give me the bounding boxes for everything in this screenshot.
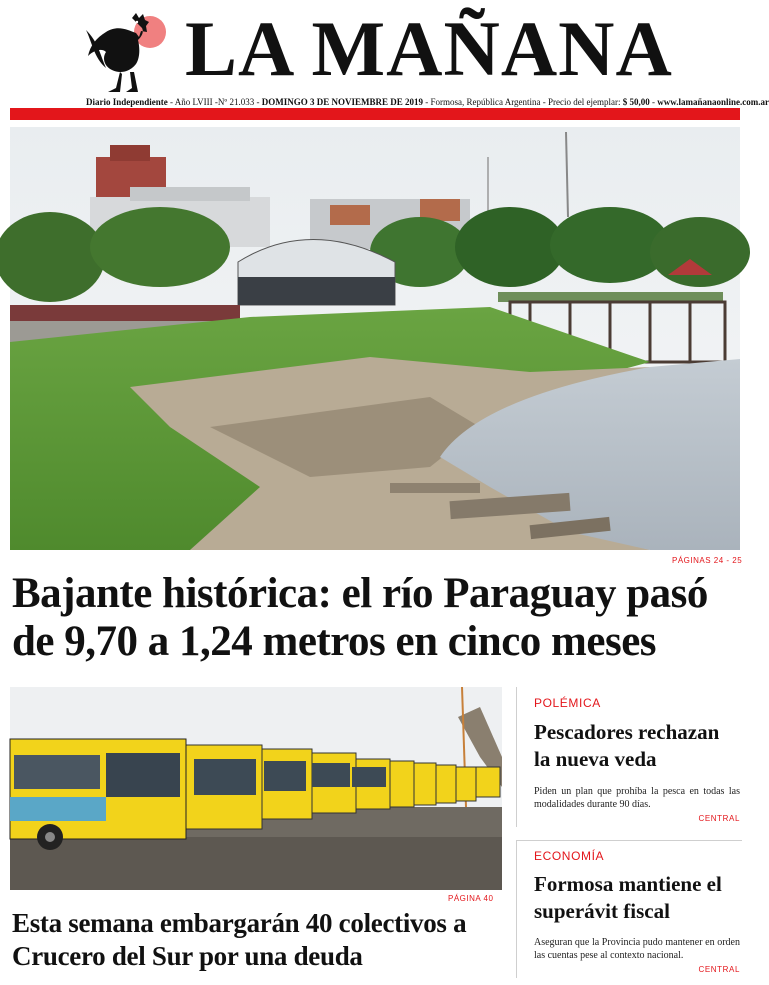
website-link[interactable]: www.lamañanaonline.com.ar [657,97,769,107]
lead-headline[interactable]: Bajante histórica: el río Paraguay pasó de 9,70 a 1,24 metros en cinco meses [12,570,708,665]
lead-pages-ref: PÁGINAS 24 - 25 [672,556,743,565]
masthead-red-bar [10,108,740,120]
story-summary: Piden un plan que prohíba la pesca en todas las modalidades durante 90 días. [534,786,740,810]
price: $ 50,00 [622,97,650,107]
place-info: - Formosa, República Argentina - Precio del ejemplar: [422,97,623,107]
masthead-info-line [86,96,769,108]
issue-info: - Año LVIII -Nº 21.033 - [167,97,262,107]
rooster-logo-icon [84,12,182,94]
buses-pages-ref: PÁGINA 40 [448,894,494,903]
info-separator: - [649,97,658,107]
story-section-label: CENTRAL [698,965,740,974]
buses-headline[interactable]: Esta semana embargarán 40 colectivos a Crucero del Sur por una deuda [12,908,467,971]
story-summary: Aseguran que la Provincia pudo mantener en orden las cuentas pese al contexto nacional. [534,937,740,961]
story-title[interactable]: Pescadores rechazan la nueva veda [534,720,720,771]
newspaper-title: LA MAÑANA [185,5,673,92]
issue-date: DOMINGO 3 DE NOVIEMBRE DE 2019 [261,97,423,107]
sidebar-story-polemica[interactable] [516,687,742,827]
buses-photo[interactable] [10,687,502,890]
story-kicker: ECONOMÍA [534,849,605,863]
sidebar-story-economia[interactable] [516,840,742,978]
riverbank-photo[interactable] [10,127,740,550]
diario-label: Diario Independiente [86,97,168,107]
story-title[interactable]: Formosa mantiene el superávit fiscal [534,872,722,923]
masthead [0,0,769,122]
story-section-label: CENTRAL [698,814,740,823]
story-kicker: POLÉMICA [534,696,601,710]
